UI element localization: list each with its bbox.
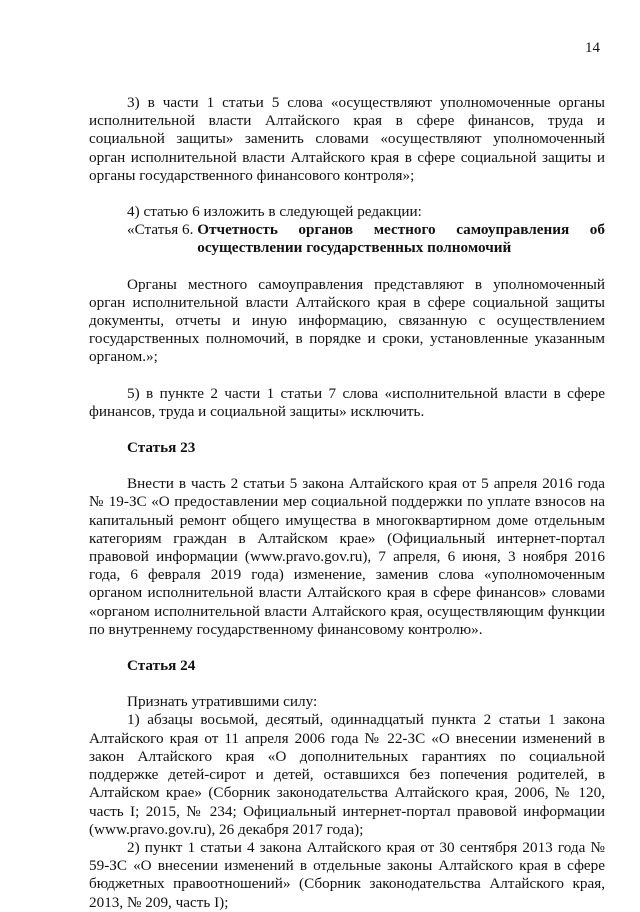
article-6-body: Органы местного самоуправления представляют в уполномоченный орган исполнительной власти Алтайского края в сфере социальной защиты документы, отчеты и иную информацию, связанную с осуществлением государственных полномочий, в порядке и сроки, установленные указанным органом.»; bbox=[89, 275, 605, 366]
article-6-prefix: «Статья 6. bbox=[127, 221, 198, 239]
article-24-item-1: 1) абзацы восьмой, десятый, одиннадцатый пункта 2 статьи 1 закона Алтайского края от 11 апреля 2006 года № 22-ЗС «О внесении изменений в закон Алтайского края «О дополнительных гарантиях по социальной поддержке детей-сирот и детей, оставшихся без попечения родителей, в Алтайском крае» (Сборник законодательства Алтайского края, 2006, № 120, часть I; 2015, № 234; Официальный интернет-портал правовой информации (www.pravo.gov.ru), 26 декабря 2017 года); bbox=[89, 711, 605, 838]
document-body bbox=[89, 94, 605, 912]
paragraph-item-4-intro: 4) статью 6 изложить в следующей редакции: bbox=[127, 203, 422, 221]
paragraph-item-5: 5) в пункте 2 части 1 статьи 7 слова «исполнительной власти в сфере финансов, труда и социальной защиты» исключить. bbox=[89, 384, 605, 420]
article-24-intro: Признать утратившими силу: bbox=[127, 693, 318, 711]
article-6-title: Отчетность органов местного самоуправления об осуществлении государственных полномочий bbox=[197, 221, 605, 257]
paragraph-item-3: 3) в части 1 статьи 5 слова «осуществляют уполномоченные органы исполнительной власти Алтайского края в сфере финансов, труда и социальной защиты» заменить словами «осуществляют уполномоченный орган исполнительной власти Алтайского края в сфере социальной защиты и органы государственного финансового контроля»; bbox=[89, 94, 605, 184]
page-number: 14 bbox=[585, 40, 600, 56]
article-24-heading: Статья 24 bbox=[127, 657, 196, 675]
article-23-heading: Статья 23 bbox=[127, 439, 196, 457]
article-24-item-2: 2) пункт 1 статьи 4 закона Алтайского края от 30 сентября 2013 года № 59-ЗС «О внесении изменений в отдельные законы Алтайского края в сфере бюджетных правоотношений» (Сборник законодательства Алтайского края, 2013, № 209, часть I); bbox=[89, 838, 605, 911]
article-23-body: Внести в часть 2 статьи 5 закона Алтайского края от 5 апреля 2016 года № 19-ЗС «О предоставлении мер социальной поддержки по уплате взносов на капитальный ремонт общего имущества в многоквартирном доме отдельным категориям граждан в Алтайском крае» (Официальный интернет-портал правовой информации (www.pravo.gov.ru), 7 апреля, 6 июня, 3 ноября 2016 года, 6 февраля 2019 года) изменение, заменив слова «уполномоченным органом исполнительной власти Алтайского края в сфере финансов» словами «органом исполнительной власти Алтайского края, осуществляющим функции по внутреннему государственному финансовому контролю». bbox=[89, 475, 605, 638]
article-6-title-block bbox=[89, 221, 605, 257]
